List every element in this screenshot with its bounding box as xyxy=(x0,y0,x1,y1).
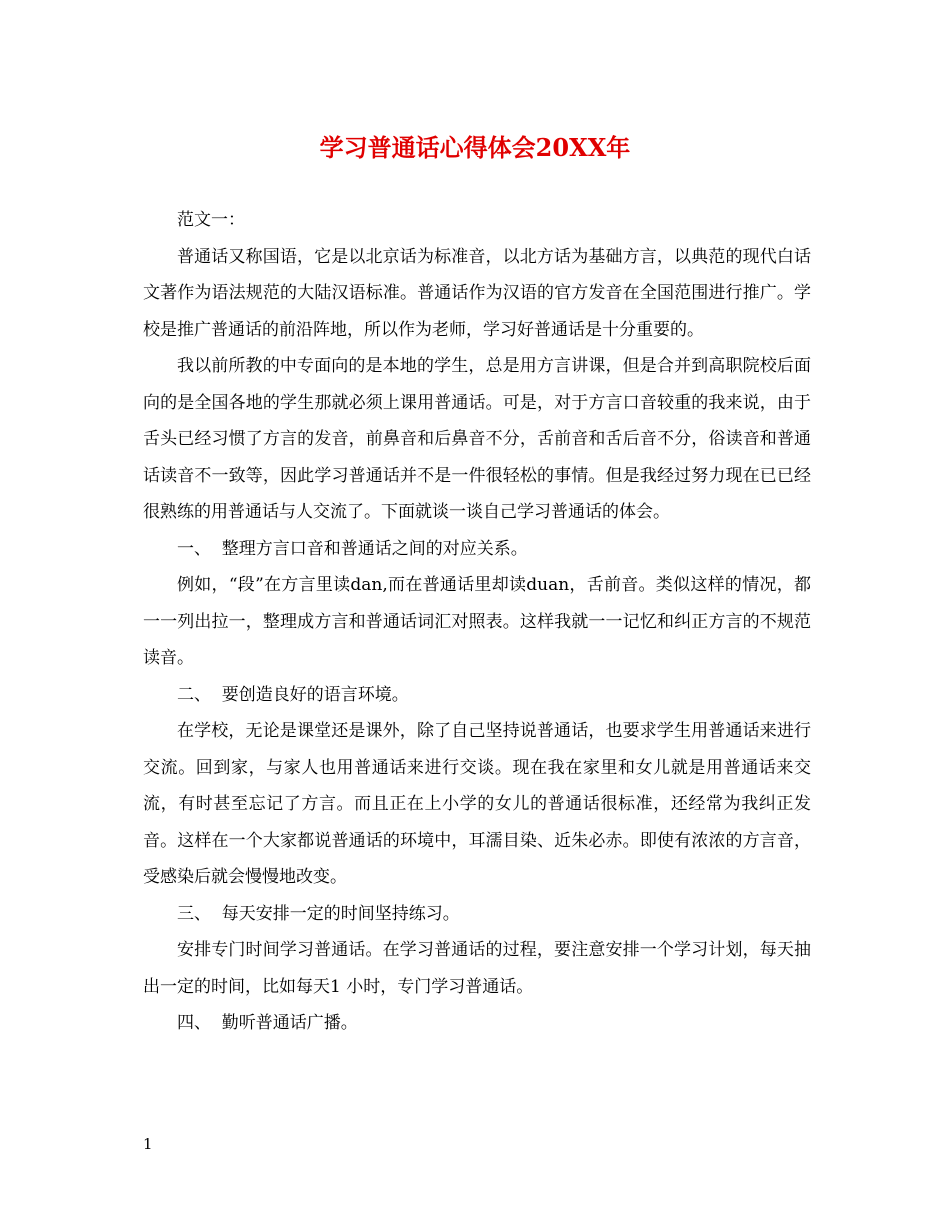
paragraph-section-1: 例如，“段”在方言里读dan,而在普通话里却读duan，舌前音。类似这样的情况，都一一列出拉一，整理成方言和普通话词汇对照表。这样我就一一记忆和纠正方言的不规范读音。 xyxy=(143,575,811,668)
paragraph-intro: 普通话又称国语，它是以北京话为标准音，以北方话为基础方言，以典范的现代白话文著作为语法规范的大陆汉语标准。普通话作为汉语的官方发音在全国范围进行推广。学校是推广普通话的前沿阵地，所以作为老师，学习好普通话是十分重要的。 xyxy=(143,246,811,340)
section-heading-1: 一、 整理方言口音和普通话之间的对应关系。 xyxy=(177,538,528,559)
paragraph-section-2: 在学校，无论是课堂还是课外，除了自己坚持说普通话，也要求学生用普通话来进行交流。回到家，与家人也用普通话来进行交谈。现在我在家里和女儿就是用普通话来交流，有时甚至忘记了方言。而且正在上小学的女儿的普通话很标准，还经常为我纠正发音。这样在一个大家都说普通话的环境中，耳濡目染、近朱必赤。即使有浓浓的方言音，受感染后就会慢慢地改变。 xyxy=(143,721,811,887)
paragraph-sample-label: 范文一： xyxy=(177,210,245,230)
section-heading-4: 四、 勤听普通话广播。 xyxy=(177,1013,358,1033)
section-heading-3: 三、 每天安排一定的时间坚持练习。 xyxy=(177,903,460,924)
section-heading-2: 二、 要创造良好的语言环境。 xyxy=(177,684,409,705)
page-number: 1 xyxy=(143,1135,153,1153)
document-title: 学习普通话心得体会20XX年 xyxy=(319,133,631,162)
paragraph-section-3: 安排专门时间学习普通话。在学习普通话的过程，要注意安排一个学习计划，每天抽出一定的时间，比如每天1 小时，专门学习普通话。 xyxy=(143,940,811,997)
paragraph-background: 我以前所教的中专面向的是本地的学生，总是用方言讲课，但是合并到高职院校后面向的是全国各地的学生那就必须上课用普通话。可是，对于方言口音较重的我来说，由于舌头已经习惯了方言的发音，前鼻音和后鼻音不分，舌前音和舌后音不分，俗读音和普通话读音不一致等，因此学习普通话并不是一件很轻松的事情。但是我经过努力现在已已经很熟练的用普通话与人交流了。下面就谈一谈自己学习普通话的体会。 xyxy=(143,356,811,522)
document-body xyxy=(143,202,811,1042)
